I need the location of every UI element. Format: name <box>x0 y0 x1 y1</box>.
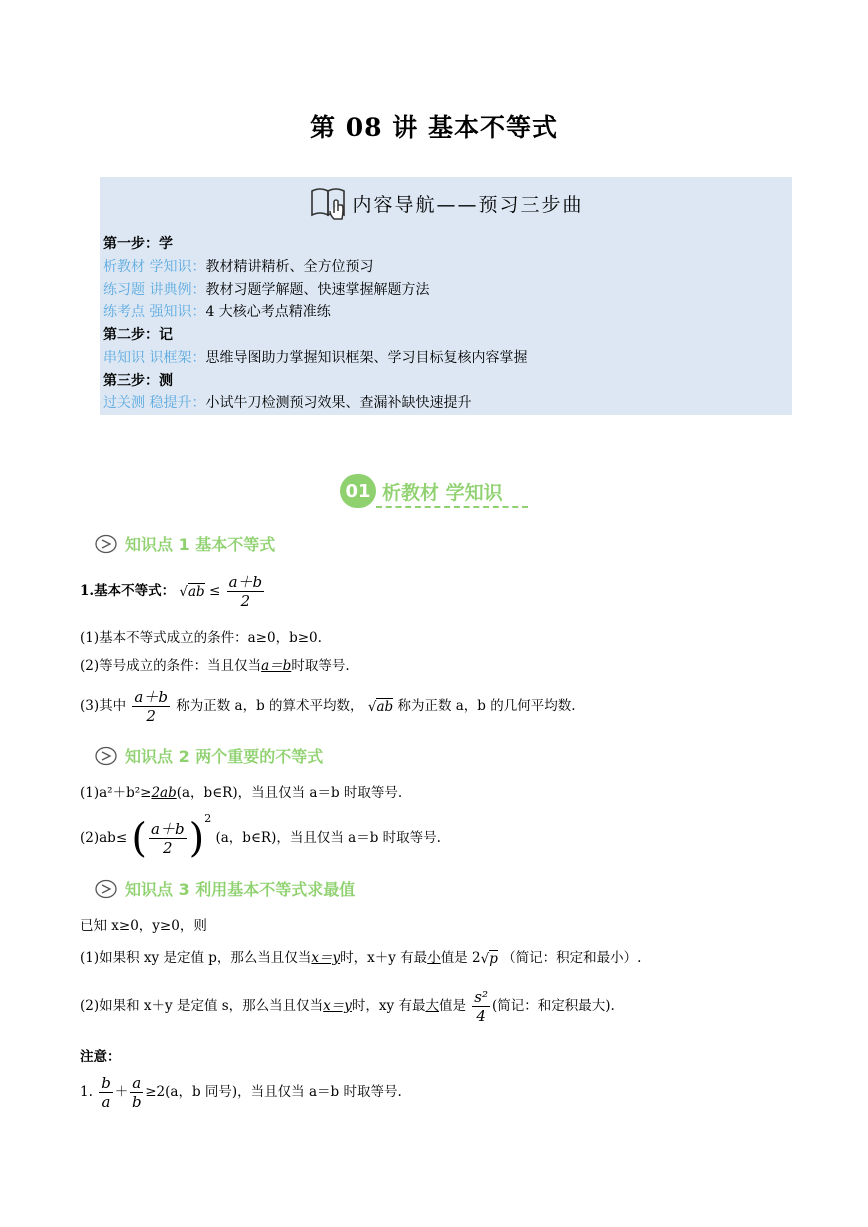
step1-heading: 第一步：学 <box>103 236 173 252</box>
le-sign: ≤ <box>209 583 221 599</box>
nav-header <box>100 183 792 228</box>
condition-2-post: 时取等号. <box>291 658 350 674</box>
rule1-d: （简记：积定和最小）. <box>502 950 642 966</box>
fraction-numerator: a＋b <box>228 573 263 591</box>
knowledge-point-3-heading <box>95 877 355 900</box>
section-dashed-underline <box>376 506 528 508</box>
plus-sign: ＋ <box>114 1084 129 1100</box>
ineq2-left: (2)ab≤ <box>80 830 128 846</box>
knowledge-point-3-label: 知识点 3 利用基本不等式求最值 <box>125 880 356 899</box>
content-navigation-box <box>100 177 792 415</box>
book-hand-icon <box>308 183 350 228</box>
rule2-d: (简记：和定积最大). <box>491 998 615 1014</box>
nav-row-5-text: 小试牛刀检测预习效果、查漏补缺快速提升 <box>205 395 472 411</box>
nav-row-4-text: 思维导图助力掌握知识框架、学习目标复核内容掌握 <box>205 350 528 366</box>
important-inequality-1 <box>80 781 402 801</box>
note-1-text: ≥2(a，b 同号)，当且仅当 a＝b 时取等号. <box>145 1084 402 1100</box>
max-value-rule <box>80 988 615 1025</box>
ineq1-underlined: 2ab <box>151 785 177 801</box>
sqrt-p: √p <box>480 950 498 967</box>
rule2-max: 大 <box>425 998 439 1014</box>
nav-row-4-label: 串知识 识框架： <box>103 350 206 366</box>
condition-1: (1)基本不等式成立的条件：a≥0，b≥0. <box>80 630 322 646</box>
nav-row-2-text: 教材习题学解题、快速掌握解题方法 <box>205 282 430 298</box>
rule1-min: 小 <box>427 950 441 966</box>
condition-3-post: 称为正数 a，b 的几何平均数. <box>397 698 576 714</box>
knowledge-point-1-label: 知识点 1 基本不等式 <box>125 535 276 554</box>
section-label: 析教材 学知识 <box>382 481 503 504</box>
knowledge-point-1-heading <box>95 532 275 555</box>
gm-radicand: ab <box>376 698 394 715</box>
nav-row-5 <box>103 392 471 415</box>
condition-2-equation: a＝b <box>261 658 292 674</box>
rule2-underlined: x＝y <box>323 998 352 1014</box>
nav-row-3 <box>103 301 331 324</box>
important-inequality-2 <box>80 812 441 862</box>
given-condition: 已知 x≥0，y≥0，则 <box>80 918 207 934</box>
condition-2-pre: (2)等号成立的条件：当且仅当 <box>80 658 262 674</box>
rule2-denominator: 4 <box>476 1007 486 1025</box>
condition-3-pre: (3)其中 <box>80 698 127 714</box>
ineq2-exponent: 2 <box>204 812 212 825</box>
rule1-b: 时，x＋y 有最 <box>340 950 428 966</box>
rule1-a: (1)如果积 xy 是定值 p，那么当且仅当 <box>80 950 312 966</box>
nav-row-2 <box>103 279 429 302</box>
note-f1-den: a <box>101 1093 111 1111</box>
page-title: 第 08 讲 基本不等式 <box>310 113 558 142</box>
ineq1-left: (1)a²＋b²≥ <box>80 785 152 801</box>
section-heading <box>340 474 503 508</box>
ineq2-right: (a，b∈R)，当且仅当 a＝b 时取等号. <box>215 830 441 846</box>
ineq1-right: (a，b∈R)，当且仅当 a＝b 时取等号. <box>176 785 403 801</box>
condition-3 <box>80 688 576 725</box>
nav-row-1-text: 教材精讲精析、全方位预习 <box>205 259 374 275</box>
note-f1-num: b <box>101 1074 111 1092</box>
step3-heading: 第三步：测 <box>103 373 173 389</box>
open-paren: ( <box>131 815 148 862</box>
close-paren: ) <box>188 815 205 862</box>
geometric-mean-sqrt: √ab <box>367 698 394 715</box>
nav-header-text: 内容导航——预习三步曲 <box>352 194 584 216</box>
nav-row-3-label: 练考点 强知识： <box>103 304 206 320</box>
rule2-numerator: s² <box>474 988 488 1006</box>
sqrt-ab-radicand: ab <box>188 583 205 600</box>
fraction-denominator: 2 <box>240 592 251 610</box>
nav-row-2-label: 练习题 讲典例： <box>103 282 206 298</box>
nav-row-3-text: 4 大核心考点精准练 <box>205 304 331 320</box>
ineq2-numerator: a＋b <box>151 820 185 838</box>
condition-2 <box>80 654 350 674</box>
step2-heading: 第二步：记 <box>103 327 173 343</box>
note-f2-num: a <box>132 1074 142 1092</box>
item1-prefix: 1.基本不等式： <box>80 583 176 599</box>
note-1-number: 1. <box>80 1084 93 1100</box>
nav-row-5-label: 过关测 稳提升： <box>103 395 206 411</box>
arrow-circle-icon <box>95 746 117 766</box>
arithmetic-mean-fraction <box>132 688 170 725</box>
am-denominator: 2 <box>146 707 156 725</box>
min-value-rule <box>80 946 641 967</box>
fraction-a-plus-b-over-2 <box>227 573 265 610</box>
sqrt-ab: √ab <box>179 583 205 600</box>
nav-row-4 <box>103 347 527 370</box>
arrow-circle-icon <box>95 534 117 554</box>
s-squared-over-4 <box>472 988 490 1025</box>
sqrt-p-radicand: p <box>489 950 498 967</box>
knowledge-point-2-heading <box>95 744 323 767</box>
basic-inequality-formula <box>80 573 266 610</box>
knowledge-point-2-label: 知识点 2 两个重要的不等式 <box>125 747 324 766</box>
rule2-c: 值是 <box>438 998 466 1014</box>
nav-row-1-label: 析教材 学知识： <box>103 259 206 275</box>
rule2-b: 时，xy 有最 <box>351 998 426 1014</box>
fraction-b-over-a <box>99 1074 113 1111</box>
note-heading: 注意： <box>80 1049 121 1065</box>
note-1 <box>80 1074 402 1111</box>
am-numerator: a＋b <box>134 688 168 706</box>
rule1-underlined: x＝y <box>311 950 341 966</box>
condition-3-mid: 称为正数 a，b 的算术平均数， <box>176 698 364 714</box>
nav-row-1 <box>103 256 373 279</box>
rule2-a: (2)如果和 x＋y 是定值 s，那么当且仅当 <box>80 998 324 1014</box>
fraction-a-over-b <box>130 1074 143 1111</box>
rule1-c: 值是 2 <box>440 950 481 966</box>
section-number-badge: 01 <box>340 474 376 508</box>
note-f2-den: b <box>131 1093 142 1111</box>
arrow-circle-icon <box>95 879 117 899</box>
ineq2-fraction <box>149 820 187 857</box>
ineq2-denominator: 2 <box>163 839 173 857</box>
